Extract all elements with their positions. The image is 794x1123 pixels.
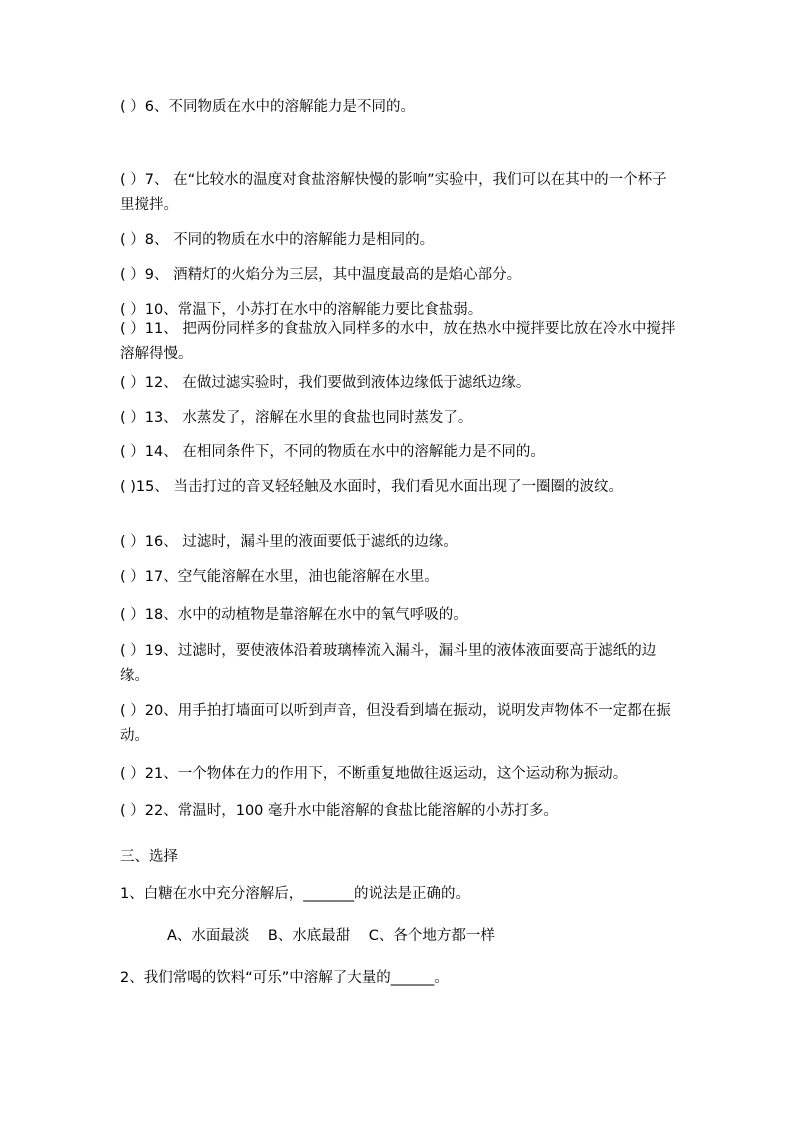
question-8: ( ）8、 不同的物质在水中的溶解能力是相同的。 bbox=[120, 232, 435, 248]
question-17: ( ）17、空气能溶解在水里，油也能溶解在水里。 bbox=[120, 569, 439, 585]
question-11: ( ）11、 把两份同样多的食盐放入同样多的水中，放在热水中搅拌要比放在冷水中搅拌溶解得慢。 bbox=[120, 321, 676, 362]
choice-question-1: 1、白糖在水中充分溶解后，_______的说法是正确的。 bbox=[120, 886, 470, 902]
question-20: ( ）20、用手拍打墙面可以听到声音，但没看到墙在振动，说明发声物体不一定都在振动。 bbox=[120, 703, 671, 744]
question-12: ( ）12、 在做过滤实验时，我们要做到液体边缘低于滤纸边缘。 bbox=[120, 375, 531, 391]
question-19: ( ）19、过滤时，要使液体沿着玻璃棒流入漏斗，漏斗里的液体液面要高于滤纸的边缘。 bbox=[120, 643, 657, 684]
question-7: ( ）7、 在“比较水的温度对食盐溶解快慢的影响”实验中，我们可以在其中的一个杯子里搅拌。 bbox=[120, 172, 667, 213]
question-10: ( ）10、常温下，小苏打在水中的溶解能力要比食盐弱。 bbox=[120, 302, 483, 318]
question-9: ( ）9、 酒精灯的火焰分为三层，其中温度最高的是焰心部分。 bbox=[120, 267, 522, 283]
question-16: ( ）16、 过滤时，漏斗里的液面要低于滤纸的边缘。 bbox=[120, 534, 458, 550]
choice-question-1-options: A、水面最淡 B、水底最甜 C、各个地方都一样 bbox=[167, 928, 495, 944]
choice-question-2: 2、我们常喝的饮料“可乐”中溶解了大量的______。 bbox=[120, 970, 449, 986]
section-title: 三、选择 bbox=[120, 849, 178, 865]
question-15: ( )15、 当击打过的音叉轻轻触及水面时，我们看见水面出现了一圈圈的波纹。 bbox=[120, 479, 623, 495]
question-6: ( ）6、不同物质在水中的溶解能力是不同的。 bbox=[120, 99, 415, 115]
question-22: ( ）22、常温时，100 毫升水中能溶解的食盐比能溶解的小苏打多。 bbox=[120, 803, 558, 819]
question-13: ( ）13、 水蒸发了，溶解在水里的食盐也同时蒸发了。 bbox=[120, 410, 473, 426]
question-14: ( ）14、 在相同条件下，不同的物质在水中的溶解能力是不同的。 bbox=[120, 444, 545, 460]
question-21: ( ）21、一个物体在力的作用下，不断重复地做往返运动，这个运动称为振动。 bbox=[120, 766, 628, 782]
question-18: ( ）18、水中的动植物是靠溶解在水中的氧气呼吸的。 bbox=[120, 607, 468, 623]
